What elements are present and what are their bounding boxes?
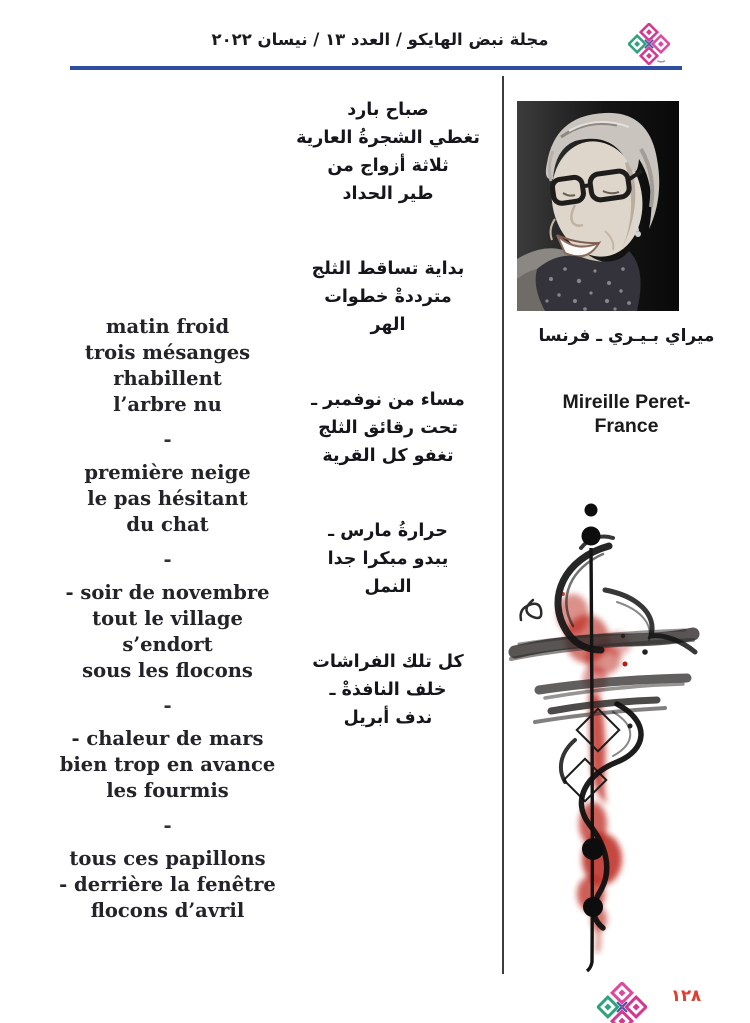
french-haiku-stanza (35, 580, 300, 684)
stanza-separator: - (163, 694, 172, 717)
poem-line: le pas hésitant (87, 487, 248, 510)
poem-line: l’arbre nu (113, 393, 222, 416)
poem-line: s’endort (122, 633, 213, 656)
poem-line: طير الحداد (342, 184, 434, 204)
french-poems-column (35, 314, 300, 924)
poem-line: bien trop en avance (59, 753, 276, 776)
french-haiku-stanza (35, 846, 300, 924)
poem-line: du chat (126, 513, 209, 536)
poem-line: tout le village (92, 607, 243, 630)
poem-line: كل تلك الفراشات (312, 652, 464, 672)
poem-line: النمل (364, 577, 412, 597)
arabic-haiku-stanza (278, 96, 498, 208)
poem-line: première neige (84, 461, 251, 484)
caption-line: Mireille Peret- (562, 391, 691, 413)
poem-line: rhabillent (113, 367, 222, 390)
arabic-haiku-stanza (278, 648, 498, 732)
poem-line: صباح بارد (347, 100, 429, 120)
author-photo (517, 101, 679, 311)
poem-line: ثلاثة أزواج من (327, 156, 449, 176)
poem-line: ندف أبريل (343, 708, 433, 728)
author-caption-latin (503, 390, 750, 438)
poem-line: مساء من نوفمبر ـ (311, 390, 465, 410)
stanza-separator: - (163, 548, 172, 571)
poem-line: tous ces papillons (69, 847, 266, 870)
poem-line: الهر (370, 315, 406, 335)
magazine-logo-footer-icon (597, 982, 647, 1023)
caption-line: France (594, 415, 659, 437)
poem-line: - derrière la fenêtre (59, 873, 276, 896)
poem-line: بداية تساقط الثلج (311, 259, 465, 279)
ink-artwork (505, 494, 700, 979)
poem-line: - chaleur de mars (71, 727, 264, 750)
arabic-haiku-stanza (278, 517, 498, 601)
poem-line: - soir de novembre (65, 581, 270, 604)
header-rule (70, 66, 682, 70)
page-title: مجلة نبض الهايكو / العدد ١٣ / نيسان ٢٠٢٢ (211, 30, 549, 49)
arabic-poems-column (278, 96, 498, 779)
poem-line: matin froid (105, 315, 230, 338)
arabic-haiku-stanza (278, 386, 498, 470)
magazine-logo-icon (628, 23, 670, 65)
poem-line: يبدو مبكرا جدا (327, 549, 449, 569)
poem-line: خلف النافذةْ ـ (329, 680, 447, 700)
french-haiku-stanza (35, 726, 300, 804)
page-number: ١٢٨ (670, 986, 702, 1005)
arabic-haiku-stanza (278, 255, 498, 339)
french-haiku-stanza (35, 460, 300, 538)
poem-line: sous les flocons (82, 659, 253, 682)
poem-line: trois mésanges (84, 341, 251, 364)
stanza-separator: - (163, 428, 172, 451)
stanza-separator: - (163, 814, 172, 837)
poem-line: les fourmis (106, 779, 229, 802)
french-haiku-stanza (35, 314, 300, 418)
poem-line: حرارةُ مارس ـ (328, 521, 448, 541)
poem-line: تغفو كل القرية (322, 446, 454, 466)
poem-line: تغطي الشجرةُ العارية (296, 128, 480, 148)
poem-line: مترددةْ خطوات (324, 287, 452, 307)
poem-line: تحت رقائق الثلج (318, 418, 458, 438)
poem-line: flocons d’avril (90, 899, 245, 922)
column-divider (502, 76, 504, 974)
author-caption-arabic: ميراي بـيـري ـ فرنسا (538, 326, 715, 346)
